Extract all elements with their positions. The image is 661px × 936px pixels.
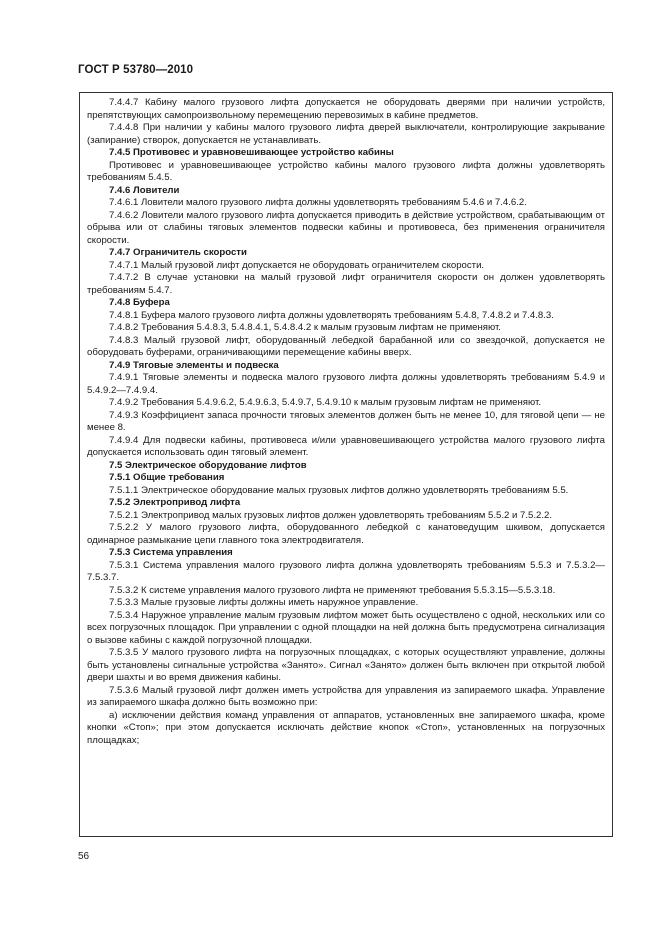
clause-paragraph: 7.4.9.4 Для подвески кабины, противовеса и/или уравновешивающего устройства малого грузового лифта допускается использовать один тяговый элемент.: [87, 434, 605, 458]
section-heading: 7.5.1 Общие требования: [109, 472, 225, 483]
clause-paragraph: 7.4.9.2 Требования 5.4.9.6.2, 5.4.9.6.3, 5.4.9.7, 5.4.9.10 к малым грузовым лифтам не применяют.: [109, 397, 541, 408]
section-heading: 7.4.8 Буфера: [109, 297, 170, 308]
clause-paragraph: 7.5.3.6 Малый грузовой лифт должен иметь устройства для управления из запираемого шкафа. Управление из запираемого шкафа должно быть возможно при:: [87, 684, 605, 708]
clause-paragraph: 7.5.1.1 Электрическое оборудование малых грузовых лифтов должно удовлетворять требованиям 5.5.: [109, 484, 569, 496]
clause-paragraph: Противовес и уравновешивающее устройство кабины малого грузового лифта должны удовлетворять требованиям 5.4.5.: [87, 159, 605, 183]
clause-paragraph: 7.5.2.2 У малого грузового лифта, оборудованного лебедкой с канатоведущим шкивом, допускается одинарное размыкание цепи главного тока электродвигателя.: [87, 522, 605, 546]
section-heading: 7.4.5 Противовес и уравновешивающее устройство кабины: [109, 147, 394, 158]
document-standard-header: ГОСТ Р 53780—2010: [78, 64, 194, 76]
clause-paragraph: 7.4.6.1 Ловители малого грузового лифта должны удовлетворять требованиям 5.4.6 и 7.4.6.2.: [109, 197, 527, 208]
section-heading: 7.5.3 Система управления: [109, 547, 233, 558]
clause-paragraph: 7.5.3.2 К системе управления малого грузового лифта не применяют требования 5.5.3.15—5.5.3.18.: [109, 584, 556, 596]
clause-paragraph: 7.4.4.8 При наличии у кабины малого грузового лифта дверей выключатели, контролирующие закрывание (запирание) створок, допускается не устанавливать.: [87, 122, 605, 146]
section-heading: 7.4.6 Ловители: [109, 184, 180, 196]
clause-paragraph: 7.5.3.4 Наружное управление малым грузовым лифтом может быть осуществлено с одной, нескольких или со всех погрузочных площадок. При управлении с одной площадки на ней должна быть предусмотрена сигнализация о вызове кабины с каждой погрузочной площадки.: [87, 609, 605, 646]
clause-paragraph: 7.4.9.3 Коэффициент запаса прочности тяговых элементов должен быть не менее 10, для тяговой цепи — не менее 8.: [87, 409, 605, 433]
clause-paragraph: 7.4.7.1 Малый грузовой лифт допускается не оборудовать ограничителем скорости.: [109, 259, 485, 271]
page-number: 56: [78, 851, 90, 862]
clause-paragraph: 7.5.2.1 Электропривод малых грузовых лифтов должен удовлетворять требованиям 5.5.2 и 7.5.2.2.: [109, 509, 553, 521]
clause-paragraph: 7.4.9.1 Тяговые элементы и подвеска малого грузового лифта должны удовлетворять требованиям 5.4.9 и 5.4.9.2—7.4.9.4.: [87, 372, 605, 396]
clause-paragraph: 7.4.7.2 В случае установки на малый грузовой лифт ограничителя скорости он должен удовлетворять требованиям 5.4.7.: [87, 272, 605, 296]
section-heading: 7.5 Электрическое оборудование лифтов: [109, 459, 307, 471]
clause-paragraph: 7.4.6.2 Ловители малого грузового лифта допускается приводить в действие устройством, срабатывающим от обрыва или от слабины тяговых элементов подвески кабины и противовеса, без применения ограничителя скорости.: [87, 209, 605, 246]
clause-paragraph: 7.4.8.1 Буфера малого грузового лифта должны удовлетворять требованиям 5.4.8, 7.4.8.2 и 7.4.8.3.: [109, 309, 554, 321]
clause-paragraph: а) исключении действия команд управления от аппаратов, установленных вне запираемого шкафа, кроме кнопки «Стоп»; при этом допускается исключать действие кнопок «Стоп», установленных на погрузочных площадках;: [87, 709, 605, 746]
clause-paragraph: 7.5.3.1 Система управления малого грузового лифта должна удовлетворять требованиям 5.5.3 и 7.5.3.2—7.5.3.7.: [87, 559, 605, 583]
section-heading: 7.4.9 Тяговые элементы и подвеска: [109, 359, 279, 371]
clause-paragraph: 7.5.3.3 Малые грузовые лифты должны иметь наружное управление.: [109, 597, 419, 608]
text-frame: [79, 92, 613, 837]
section-heading: 7.5.2 Электропривод лифта: [109, 497, 241, 508]
clause-paragraph: 7.4.4.7 Кабину малого грузового лифта допускается не оборудовать дверями при наличии устройств, препятствующих самопроизвольному перемещению перевозимых в кабине предметов.: [87, 97, 605, 121]
clause-paragraph: 7.4.8.3 Малый грузовой лифт, оборудованный лебедкой барабанной или со звездочкой, допускается не оборудовать буферами, ограничивающими перемещение кабины вверх.: [87, 334, 605, 358]
clause-paragraph: 7.4.8.2 Требования 5.4.8.3, 5.4.8.4.1, 5.4.8.4.2 к малым грузовым лифтам не применяют.: [109, 322, 501, 333]
clause-paragraph: 7.5.3.5 У малого грузового лифта на погрузочных площадках, с которых осуществляют управление, должны быть установлены сигнальные устройства «Занято». Сигнал «Занято» должен быть включен при открытой любой двери шахты и во время движения кабины.: [87, 647, 605, 683]
section-heading: 7.4.7 Ограничитель скорости: [109, 247, 247, 258]
